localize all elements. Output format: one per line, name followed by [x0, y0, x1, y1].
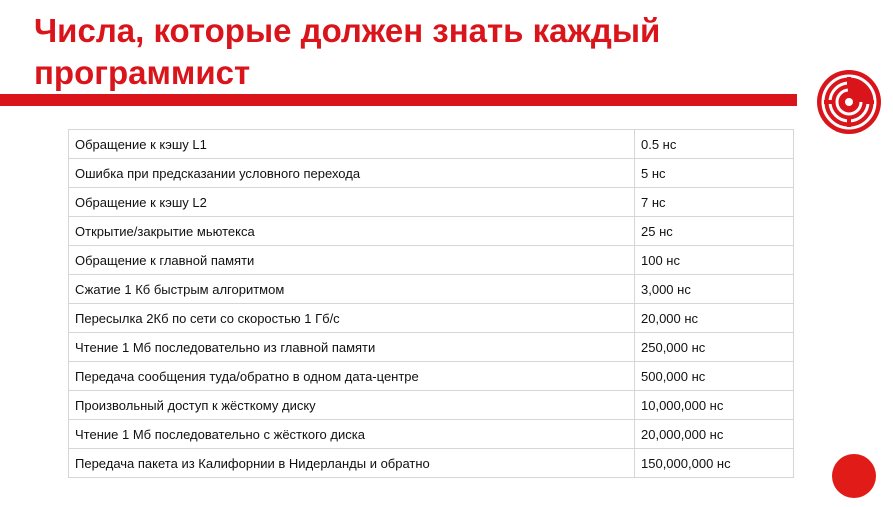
operation-cell: Обращение к главной памяти [69, 246, 635, 275]
operation-cell: Сжатие 1 Кб быстрым алгоритмом [69, 275, 635, 304]
operation-cell: Передача сообщения туда/обратно в одном дата-центре [69, 362, 635, 391]
operation-cell: Передача пакета из Калифорнии в Нидерланды и обратно [69, 449, 635, 478]
operation-cell: Чтение 1 Мб последовательно из главной памяти [69, 333, 635, 362]
table-row [69, 188, 794, 217]
table-row [69, 275, 794, 304]
operation-cell: Обращение к кэшу L1 [69, 130, 635, 159]
latency-cell: 7 нс [635, 188, 794, 217]
latency-table [68, 129, 794, 478]
operation-cell: Ошибка при предсказании условного перехода [69, 159, 635, 188]
table-row [69, 130, 794, 159]
operation-cell: Произвольный доступ к жёсткому диску [69, 391, 635, 420]
latency-cell: 10,000,000 нс [635, 391, 794, 420]
latency-cell: 5 нс [635, 159, 794, 188]
table-row [69, 246, 794, 275]
table-row [69, 449, 794, 478]
latency-cell: 150,000,000 нс [635, 449, 794, 478]
operation-cell: Обращение к кэшу L2 [69, 188, 635, 217]
table-row [69, 420, 794, 449]
latency-cell: 0.5 нс [635, 130, 794, 159]
latency-cell: 20,000,000 нс [635, 420, 794, 449]
latency-cell: 25 нс [635, 217, 794, 246]
table-row [69, 304, 794, 333]
slide-title: Числа, которые должен знать каждый программист [34, 12, 661, 91]
latency-cell: 500,000 нс [635, 362, 794, 391]
corner-red-dot [832, 454, 876, 498]
table-row [69, 159, 794, 188]
operation-cell: Открытие/закрытие мьютекса [69, 217, 635, 246]
latency-cell: 250,000 нс [635, 333, 794, 362]
table-row [69, 333, 794, 362]
latency-cell: 3,000 нс [635, 275, 794, 304]
table-row [69, 362, 794, 391]
table-row [69, 391, 794, 420]
maze-circle-logo-icon [816, 69, 882, 135]
operation-cell: Чтение 1 Мб последовательно с жёсткого диска [69, 420, 635, 449]
latency-table-body [69, 130, 794, 478]
table-row [69, 217, 794, 246]
latency-cell: 20,000 нс [635, 304, 794, 333]
title-underline-bar [0, 94, 797, 106]
latency-cell: 100 нс [635, 246, 794, 275]
operation-cell: Пересылка 2Кб по сети со скоростью 1 Гб/с [69, 304, 635, 333]
